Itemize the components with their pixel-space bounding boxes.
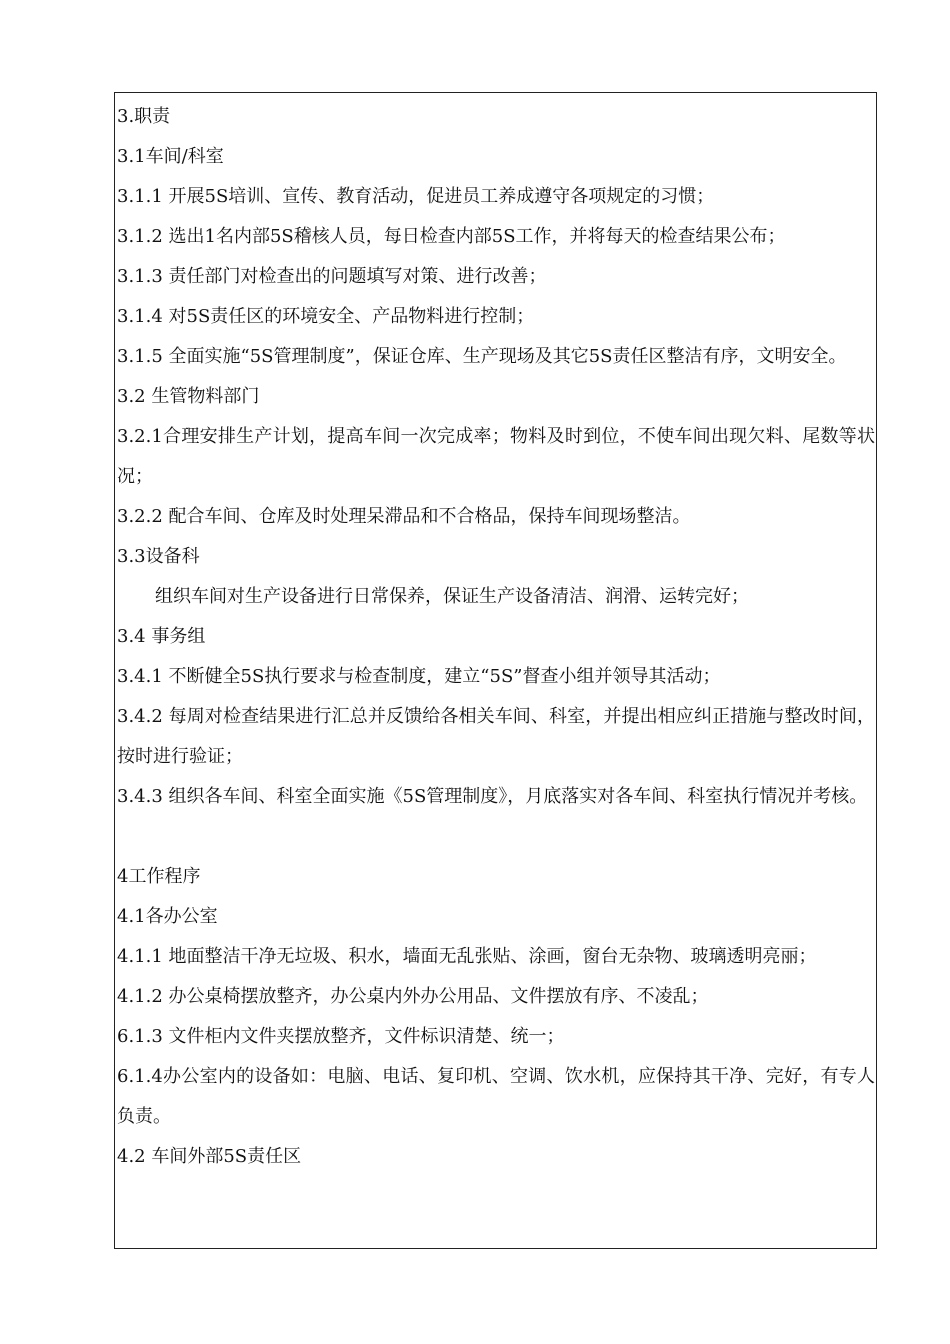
clause-6-1-4: 6.1.4办公室内的设备如：电脑、电话、复印机、空调、饮水机，应保持其干净、完好，有专人负责。 [117,1066,875,1127]
clause-3-2-1: 3.2.1合理安排生产计划，提高车间一次完成率；物料及时到位，不使车间出现欠料、尾数等状况； [117,426,875,487]
clause-3-4-3: 3.4.3 组织各车间、科室全面实施《5S管理制度》，月底落实对各车间、科室执行情况并考核。 [117,786,868,807]
clause-3-4-2: 3.4.2 每周对检查结果进行汇总并反馈给各相关车间、科室，并提出相应纠正措施与整改时间，按时进行验证； [117,706,875,767]
subsection-heading-offices: 4.1各办公室 [117,906,218,927]
clause-3-4-1: 3.4.1 不断健全5S执行要求与检查制度，建立“5S”督查小组并领导其活动； [117,666,721,687]
section-heading-duties: 3.职责 [117,106,171,127]
subsection-heading-workshop-exterior: 4.2 车间外部5S责任区 [117,1146,302,1167]
clause-3-2-2: 3.2.2 配合车间、仓库及时处理呆滞品和不合格品，保持车间现场整洁。 [117,506,691,527]
subsection-heading-equipment: 3.3设备科 [117,546,200,567]
subsection-heading-workshop: 3.1车间/科室 [117,146,224,167]
clause-3-1-3: 3.1.3 责任部门对检查出的问题填写对策、进行改善； [117,266,547,287]
clause-3-1-5: 3.1.5 全面实施“5S管理制度”，保证仓库、生产现场及其它5S责任区整洁有序，文明安全。 [117,346,847,367]
equipment-duty-text: 组织车间对生产设备进行日常保养，保证生产设备清洁、润滑、运转完好； [155,586,749,607]
clause-3-1-4: 3.1.4 对5S责任区的环境安全、产品物料进行控制； [117,306,535,327]
document-body [117,97,875,1177]
subsection-heading-production: 3.2 生管物料部门 [117,386,260,407]
clause-6-1-3: 6.1.3 文件柜内文件夹摆放整齐，文件标识清楚、统一； [117,1026,565,1047]
subsection-heading-affairs: 3.4 事务组 [117,626,206,647]
clause-3-1-2: 3.1.2 选出1名内部5S稽核人员，每日检查内部5S工作，并将每天的检查结果公布； [117,226,786,247]
clause-4-1-1: 4.1.1 地面整洁干净无垃圾、积水，墙面无乱张贴、涂画，窗台无杂物、玻璃透明亮丽； [117,946,817,967]
clause-4-1-2: 4.1.2 办公桌椅摆放整齐，办公桌内外办公用品、文件摆放有序、不凌乱； [117,986,709,1007]
clause-3-1-1: 3.1.1 开展5S培训、宣传、教育活动，促进员工养成遵守各项规定的习惯； [117,186,715,207]
section-heading-procedure: 4工作程序 [117,866,201,887]
blank-spacer [117,817,875,857]
